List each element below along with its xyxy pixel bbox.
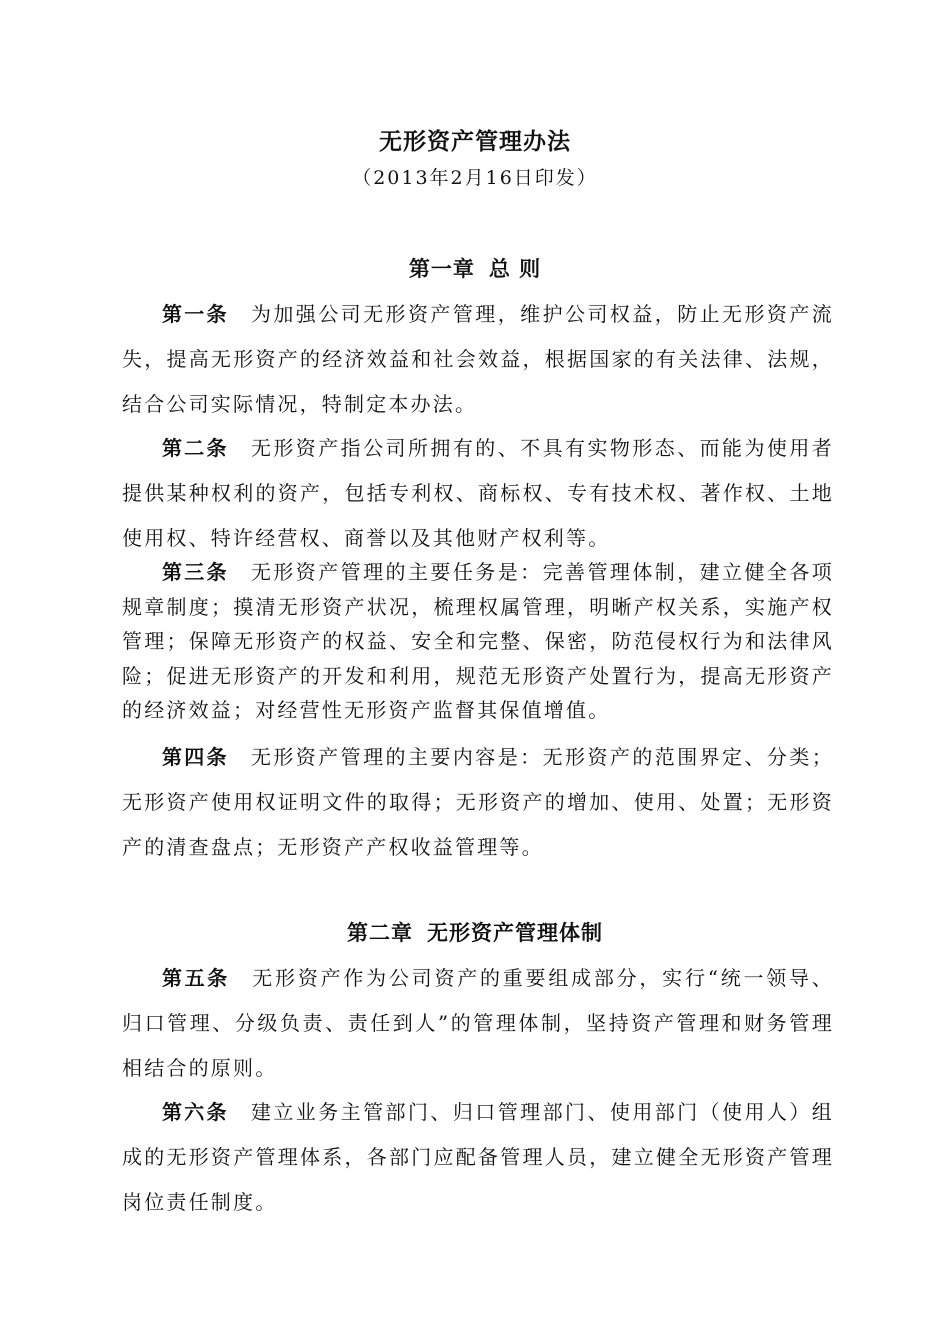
article-number: 第六条 [162,1100,229,1124]
article-5 [122,956,834,1091]
article-1 [122,292,834,427]
chapter-number: 第一章 [408,257,475,281]
chapter-name: 总 则 [488,257,542,281]
article-number: 第一条 [162,302,229,326]
article-number: 第五条 [162,966,230,990]
article-3 [122,555,834,728]
chapter-name: 无形资产管理体制 [427,921,603,945]
chapter-number: 第二章 [347,921,413,945]
chapter-2-heading [0,918,950,948]
article-number: 第二条 [162,436,229,460]
article-text: 无形资产作为公司资产的重要组成部分，实行“统一领导、归口管理、分级负责、责任到人”的管理体制，坚持资产管理和财务管理相结合的原则。 [122,966,834,1080]
article-text: 无形资产管理的主要任务是：完善管理体制，建立健全各项规章制度；摸清无形资产状况，梳理权属管理，明晰产权关系，实施产权管理；保障无形资产的权益、安全和完整、保密，防范侵权行为和法律风险；促进无形资产的开发和利用，规范无形资产处置行为，提高无形资产的经济效益；对经营性无形资产监督其保值增值。 [122,560,834,722]
article-text: 无形资产管理的主要内容是：无形资产的范围界定、分类；无形资产使用权证明文件的取得；无形资产的增加、使用、处置；无形资产的清查盘点；无形资产产权收益管理等。 [122,745,834,859]
article-text: 建立业务主管部门、归口管理部门、使用部门（使用人）组成的无形资产管理体系，各部门应配备管理人员，建立健全无形资产管理岗位责任制度。 [122,1100,834,1214]
document-issue-date: （2013年2月16日印发） [352,167,598,189]
chapter-1-heading [0,254,950,284]
article-text: 为加强公司无形资产管理，维护公司权益，防止无形资产流失，提高无形资产的经济效益和社会效益，根据国家的有关法律、法规，结合公司实际情况，特制定本办法。 [122,302,834,416]
article-2 [122,426,834,561]
article-6 [122,1090,834,1225]
article-number: 第三条 [162,560,229,584]
article-4 [122,735,834,870]
document-title: 无形资产管理办法 [379,129,571,155]
article-text: 无形资产指公司所拥有的、不具有实物形态、而能为使用者提供某种权利的资产，包括专利权、商标权、专有技术权、著作权、土地使用权、特许经营权、商誉以及其他财产权利等。 [122,436,834,550]
article-number: 第四条 [162,745,229,769]
